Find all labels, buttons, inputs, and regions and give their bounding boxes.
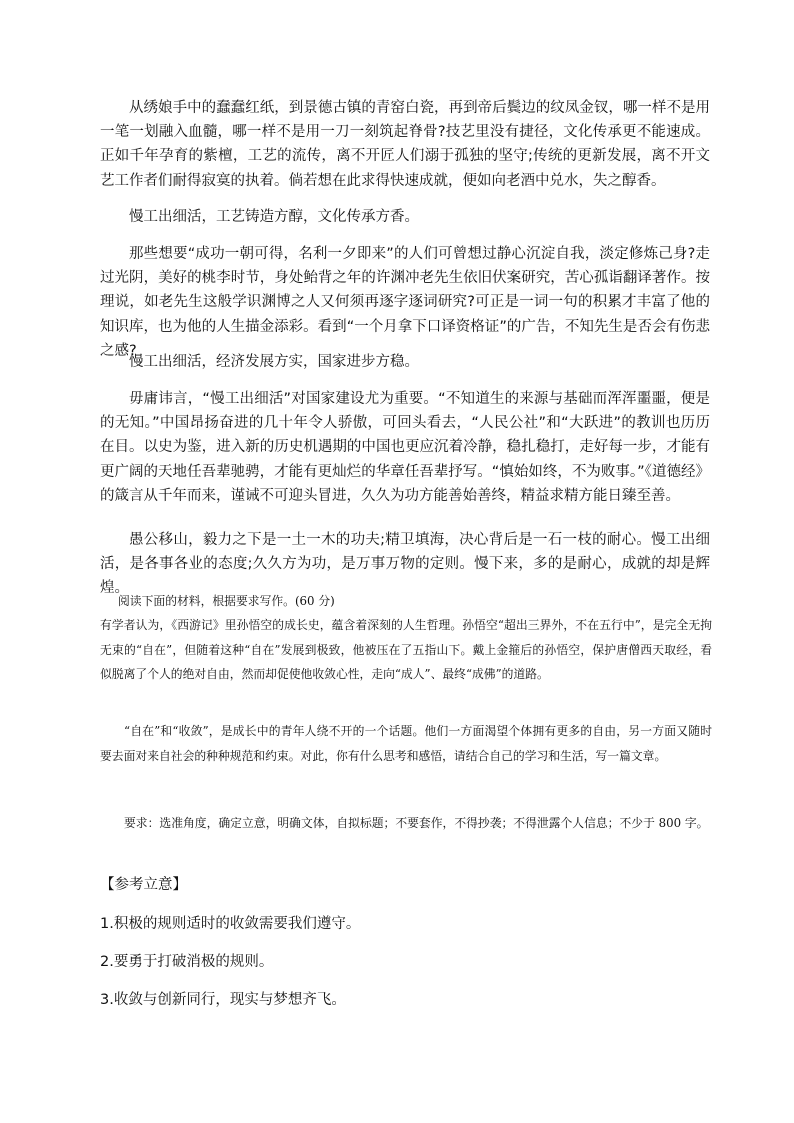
essay-paragraph-3: 那些想要“成功一朝可得，名利一夕即来”的人们可曾想过静心沉淀自我，淡定修炼己身?走过光阴，美好的桃李时节，身处鲐背之年的许渊冲老先生依旧伏案研究，苦心孤诣翻译著作。按理说，如老先生这般学识渊博之人又何须再逐字逐词研究?可正是一词一句的积累才丰富了他的知识库，也为他的人生描金添彩。看到“一个月拿下口译资格证”的广告，不知先生是否会有伤悲之感? [100, 246, 710, 359]
essay-paragraph-4: 慢工出细活，经济发展方实，国家进步方稳。 [129, 354, 419, 370]
prompt-material-paragraph-1: 有学者认为，《西游记》里孙悟空的成长史，蕴含着深刻的人生哲理。孙悟空“超出三界外，不在五行中”，是完全无拘无束的“自在”，但随着这种“自在”发展到极致，他被压在了五指山下。戴上金箍后的孙悟空，保护唐僧西天取经，看似脱离了个人的绝对自由，然而却促使他收敛心性，走向“成人”、最终“成佛”的道路。 [100, 618, 712, 681]
prompt-requirements: 要求：选准角度，确定立意，明确文体，自拟标题；不要套作，不得抄袭；不得泄露个人信息；不少于 800 字。 [124, 816, 709, 830]
reference-item-3: 3.收敛与创新同行，现实与梦想齐飞。 [100, 992, 346, 1008]
essay-paragraph-5: 毋庸讳言，“慢工出细活”对国家建设尤为重要。“不知道生的来源与基础而浑浑噩噩，便是的无知。”中国昂扬奋进的几十年令人骄傲，可回头看去，“人民公社”和“大跃进”的教训也历历在目。以史为鉴，进入新的历史机遇期的中国也更应沉着冷静，稳扎稳打，走好每一步，才能有更广阔的天地任吾辈驰骋，才能有更灿烂的华章任吾辈抒写。“慎始如终，不为败事。”《道德经》的箴言从千年而来，谨诫不可迎头冒进，久久为功方能善始善终，精益求精方能日臻至善。 [100, 391, 710, 504]
reference-heading: 【参考立意】 [100, 877, 187, 893]
essay-paragraph-1: 从绣娘手中的蠢蠢红纸，到景德古镇的青窑白瓷，再到帝后鬓边的纹凤金钗，哪一样不是用一笔一划融入血髓，哪一样不是用一刀一刻筑起脊骨?技艺里没有捷径，文化传承更不能速成。正如千年孕育的紫檀，工艺的流传，离不开匠人们溺于孤独的坚守;传统的更新发展，离不开文艺工作者们耐得寂寞的执着。倘若想在此求得快速成就，便如向老酒中兑水，失之醇香。 [100, 100, 710, 189]
reference-item-2: 2.要勇于打破消极的规则。 [100, 954, 274, 970]
essay-paragraph-6: 愚公移山，毅力之下是一土一木的功夫;精卫填海，决心背后是一石一枝的耐心。慢工出细活，是各事各业的态度;久久方为功，是万事万物的定则。慢下来，多的是耐心，成就的却是辉煌。 [100, 532, 710, 597]
reference-item-1: 1.积极的规则适时的收敛需要我们遵守。 [100, 916, 361, 932]
essay-paragraph-2: 慢工出细活，工艺铸造方醇，文化传承方香。 [129, 209, 419, 225]
prompt-material-paragraph-2: “自在”和“收敛”，是成长中的青年人绕不开的一个话题。他们一方面渴望个体拥有更多的自由，另一方面又随时要去面对来自社会的种种规范和约束。对此，你有什么思考和感悟，请结合自己的学习和生活，写一篇文章。 [100, 724, 712, 763]
prompt-instruction: 阅读下面的材料，根据要求写作。(60 分) [118, 594, 335, 608]
